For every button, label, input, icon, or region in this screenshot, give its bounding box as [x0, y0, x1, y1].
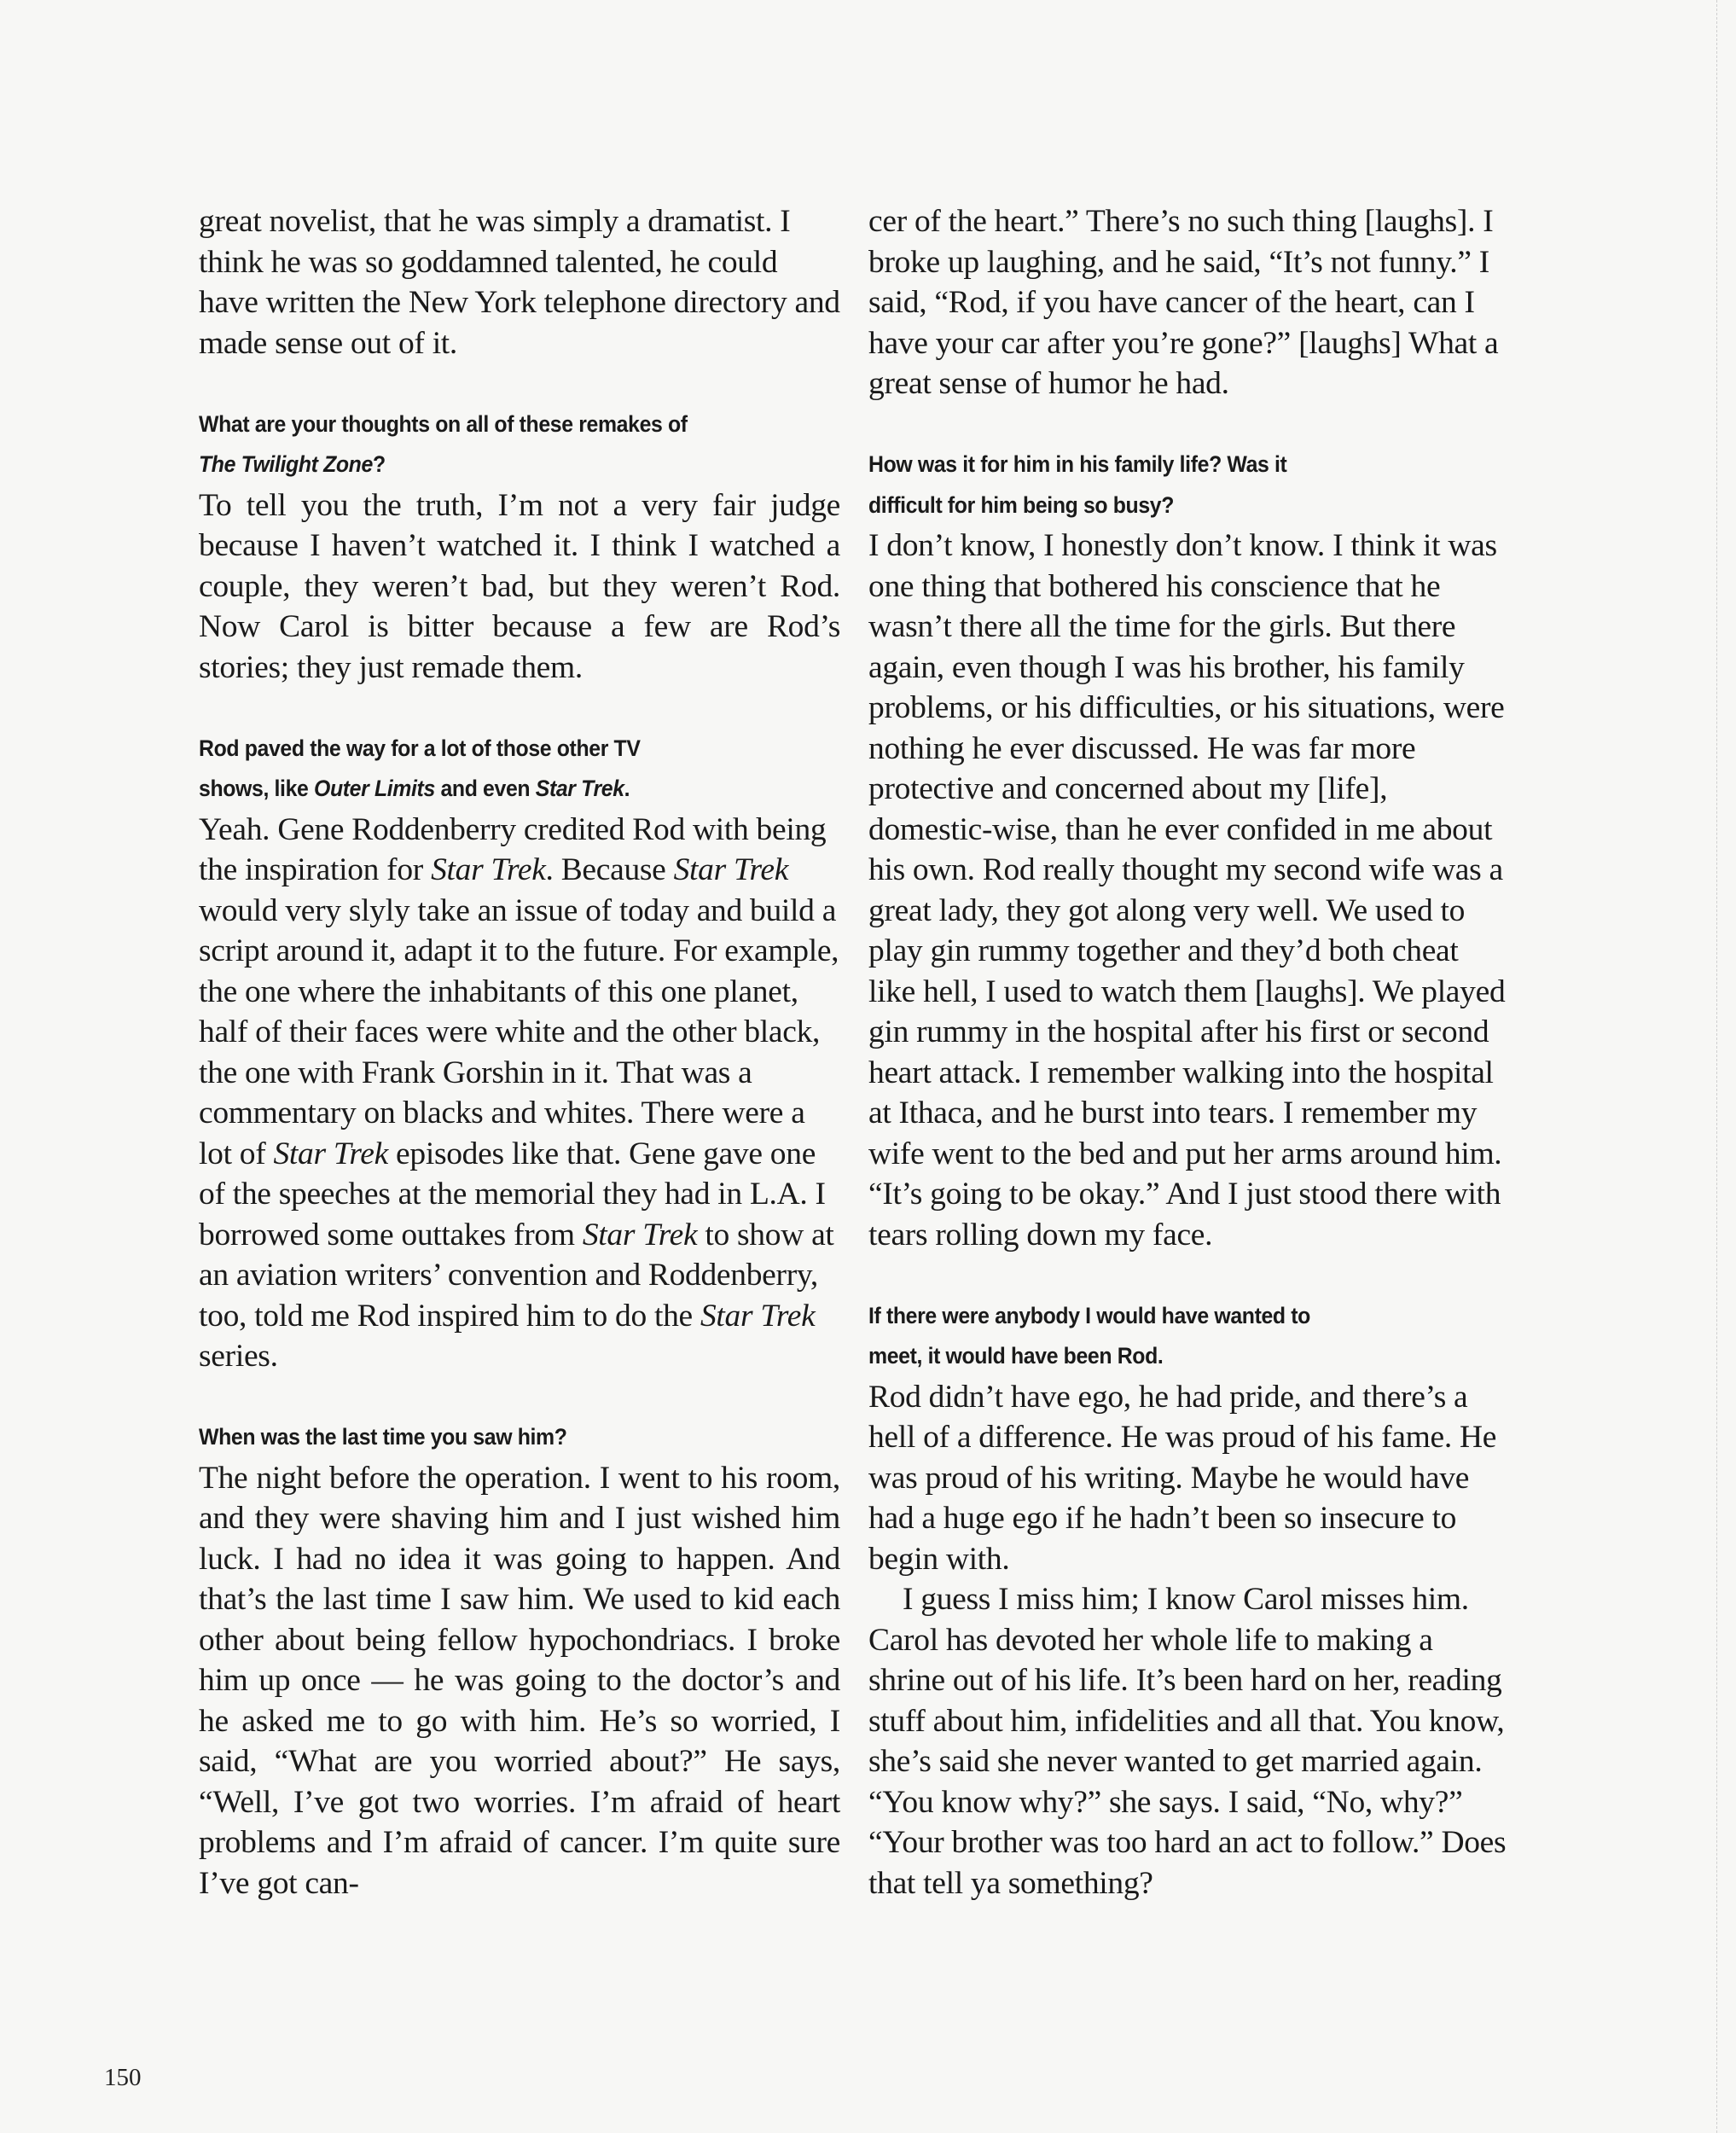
section-gap [199, 363, 840, 404]
question-remakes-end: ? [372, 451, 386, 477]
page-edge-divider [1716, 0, 1718, 2133]
section-gap [868, 1255, 1512, 1296]
question-remakes-title: The Twilight Zone [199, 451, 373, 477]
page-number: 150 [104, 2064, 142, 2091]
answer-text: would very slyly take an issue of today and build a script around it, adapt it to the future. For example, the one where the inhabitants of this one planet, half of their faces were white and the other black, the one with Frank Gorshin in it. That was a commentary on blacks and whites. There were a lot of [199, 892, 839, 1171]
answer-text: to show at an aviation writers’ convention and Roddenberry, too, told me Rod inspired him to do the [199, 1217, 834, 1334]
question-family-life [868, 445, 1460, 526]
answer-text: series. [199, 1339, 278, 1374]
right-column [868, 201, 1512, 1903]
answer-miss-him: I guess I miss him; I know Carol misses him. Carol has devoted her whole life to making a shrine out of his life. It’s been hard on her, reading stuff about him, infidelities and all that. You know, she’s said she never wanted to get married again. “You know why?” she says. I said, “No, why?” “Your brother was too hard an act to follow.” Does that tell ya something? [868, 1582, 1507, 1901]
answer-family-life: I don’t know, I honestly don’t know. I think it was one thing that bothered his conscience that he wasn’t there all the time for the girls. But there again, even though I was his brother, his family problems, or his difficulties, or his situations, were nothing he ever discussed. He was far more protective and concerned about my [life], domestic-wise, than he ever confided in me about his own. Rod really thought my second wife was a great lady, they got along very well. We used to play gin rummy together and they’d both cheat like hell, I used to watch them [laughs]. We played gin rummy in the hospital after his first or second heart attack. I remember walking into the hospital at Ithaca, and he burst into tears. I remember my wife went to the bed and put her arms around him. “It’s going to be okay.” And I just stood there with tears rolling down my face. [868, 528, 1506, 1252]
answer-continuation-paragraph: great novelist, that he was simply a dramatist. I think he was so goddamned talented, he could have written the New York telephone directory and made sense out of it. [199, 204, 840, 361]
title-star-trek: Star Trek [673, 852, 789, 887]
left-column [199, 201, 840, 1903]
question-tv-shows-part: and even [434, 776, 536, 801]
section-gap [199, 688, 840, 729]
answer-last-time: The night before the operation. I went to his room, and they were shaving him and I just wished him luck. I had no idea it was going to happen. And that’s the last time I saw him. We used to kid each other about being fellow hypochondriacs. I broke him up once — he was going to the doctor’s and he asked me to go with him. He’s so worried, I said, “What are you worried about?” He says, “Well, I’ve got two worries. I’m afraid of heart problems and I’m afraid of cancer. I’m quite sure I’ve got can- [199, 1460, 840, 1901]
question-anybody-meet-line1: If there were anybody I would have wanted to [868, 1302, 1310, 1328]
title-star-trek: Star Trek [431, 852, 546, 887]
title-star-trek: Star Trek [582, 1217, 698, 1252]
title-star-trek: Star Trek [700, 1298, 816, 1334]
answer-text: episodes like that. Gene gave one of the speeches at the memorial they had in L.A. I borrowed some outtakes from [199, 1136, 826, 1252]
question-anybody-meet-line2: meet, it would have been Rod. [868, 1343, 1164, 1369]
answer-remakes: To tell you the truth, I’m not a very fair judge because I haven’t watched it. I think I watched a couple, they weren’t bad, but they weren’t Rod. Now Carol is bitter because a few are Rod’s stories; they just remade them. [199, 487, 840, 685]
question-anybody-meet [868, 1296, 1460, 1377]
section-gap [868, 404, 1512, 445]
answer-text: Yeah. Gene Roddenberry credited Rod with being the inspiration for [199, 811, 827, 887]
title-star-trek: Star Trek [535, 776, 624, 801]
question-family-life-line2: difficult for him being so busy? [868, 491, 1175, 518]
title-outer-limits: Outer Limits [314, 776, 435, 801]
answer-ego-pride: Rod didn’t have ego, he had pride, and there’s a hell of a difference. He was proud of his fame. He was proud of his writing. Maybe he would have had a huge ego if he hadn’t been so insecure to begin with. [868, 1379, 1497, 1577]
question-remakes-line1: What are your thoughts on all of these remakes of [199, 410, 688, 437]
answer-text: . Because [545, 852, 674, 887]
section-gap [199, 1377, 840, 1418]
answer-tv-shows [199, 810, 840, 1377]
question-tv-shows-part: shows, like [199, 776, 315, 801]
question-tv-shows-line1: Rod paved the way for a lot of those other TV [199, 735, 641, 761]
question-tv-shows-end: . [624, 776, 630, 801]
question-remakes [199, 404, 789, 485]
answer-continuation-paragraph: cer of the heart.” There’s no such thing [laughs]. I broke up laughing, and he said, “It’s not funny.” I said, “Rod, if you have cancer of the heart, can I have your car after you’re gone?” [laughs] What a great sense of humor he had. [868, 204, 1499, 401]
question-family-life-line1: How was it for him in his family life? Was it [868, 451, 1287, 477]
title-star-trek: Star Trek [273, 1136, 388, 1171]
question-last-time: When was the last time you saw him? [199, 1424, 567, 1450]
question-tv-shows [199, 729, 789, 810]
